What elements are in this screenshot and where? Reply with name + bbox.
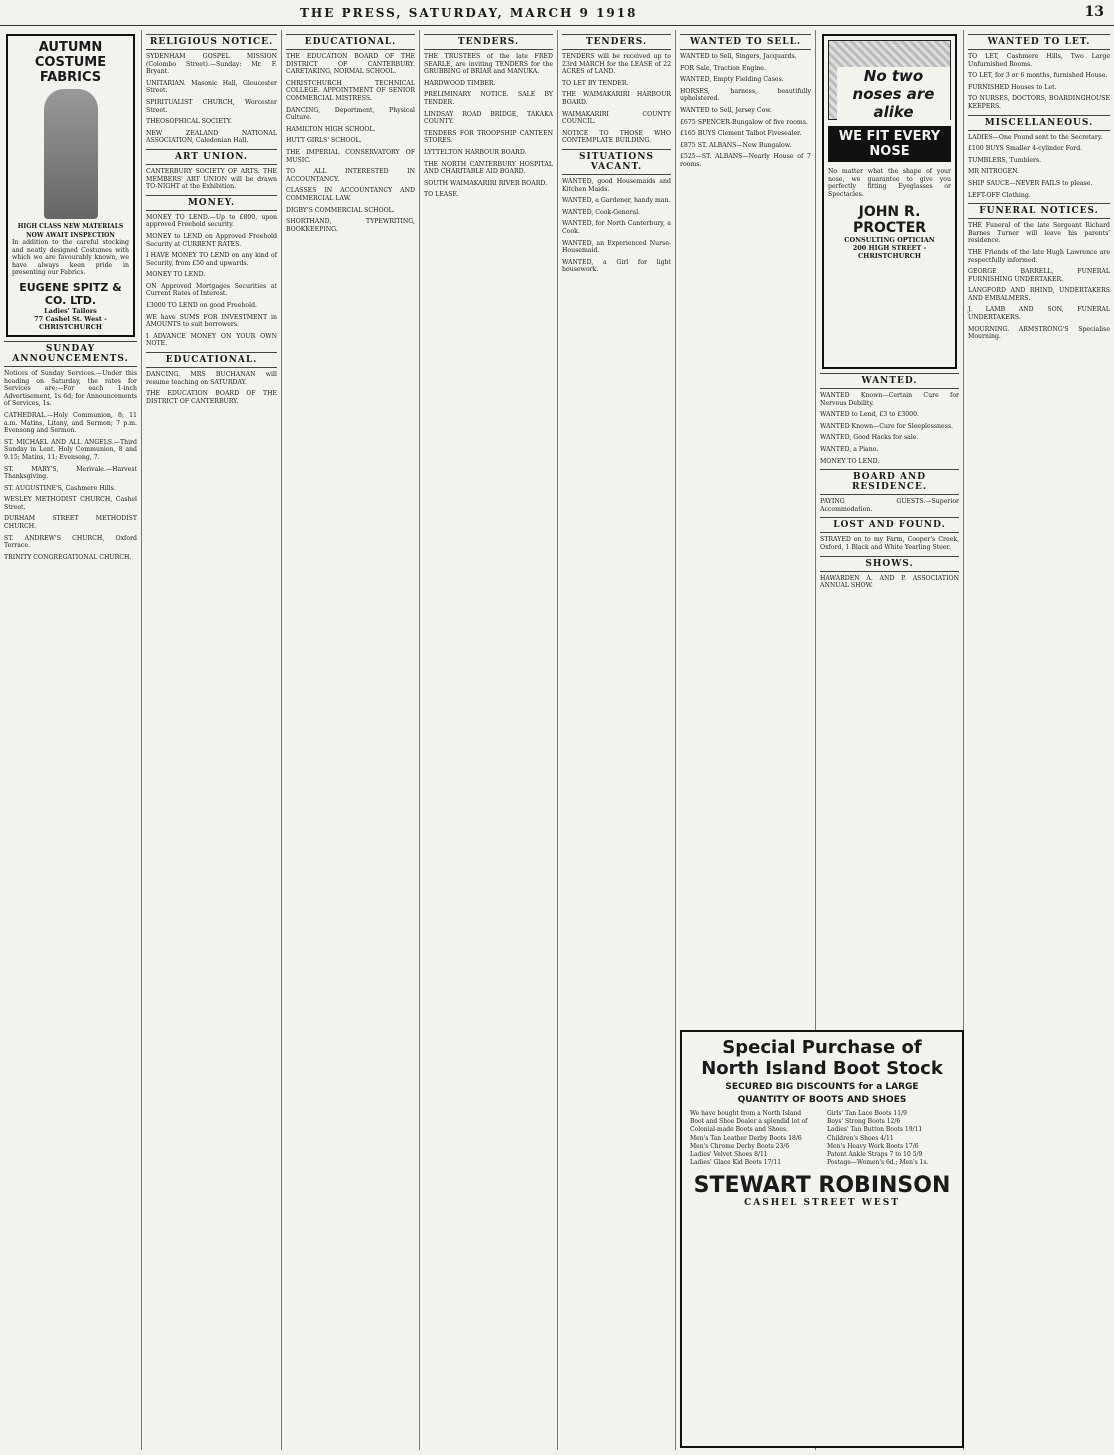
notice: TO NURSES, DOCTORS, BOARDINGHOUSE KEEPERS. <box>968 95 1110 110</box>
price-line: Ladies' Velvet Shoes 8/11 <box>690 1151 768 1159</box>
section-head: TENDERS. <box>562 34 671 50</box>
column-5 <box>558 30 676 1450</box>
ad-sub-1: HIGH CLASS NEW MATERIALS <box>17 223 124 230</box>
ad-headline: AUTUMN COSTUME FABRICS <box>34 40 107 85</box>
notice: UNITARIAN. Masonic Hall, Gloucester Street. <box>146 79 277 95</box>
price-line: Ladies' Glace Kid Boots 17/11 <box>690 1159 782 1167</box>
section-head: WANTED TO SELL. <box>680 34 811 50</box>
notice: MOURNING. ARMSTRONG'S Specialise Mourning. <box>968 325 1110 341</box>
notice: FURNISHED Houses to Let. <box>968 83 1057 91</box>
notice: STRAYED on to my Farm, Cooper's Creek, Oxford, 1 Black and White Yearling Steer. <box>820 536 959 551</box>
notice: WANTED, good Housemaids and Kitchen Maids. <box>562 177 671 193</box>
notice: Notices of Sunday Services.—Under this heading on Saturday, the rates for Services are:—For each 1-inch Advertisement, 1s 6d; for Announcements of Services, 1s. <box>4 369 137 408</box>
ad-street: CASHEL STREET WEST <box>744 1198 900 1209</box>
notice: THE EDUCATION BOARD OF THE DISTRICT OF CANTERBURY. CARETAKING, NORMAL SCHOOL. <box>286 53 415 76</box>
notice: WANTED, a Gardener, handy man. <box>562 197 671 205</box>
notice: WANTED to Sell, Jersey Cow. <box>680 106 772 114</box>
autumn-costume-ad <box>6 34 135 337</box>
notice: WANTED, for North Canterbury, a Cook. <box>562 220 671 235</box>
price-line: Children's Shoes 4/11 <box>827 1134 894 1142</box>
notice: WANTED to Sell, Singers, Jacquards. <box>680 53 797 60</box>
ad-name: STEWART ROBINSON <box>693 1173 951 1199</box>
price-line: Ladies' Tan Button Boots 19/11 <box>827 1126 923 1134</box>
ad-fit-line: WE FIT EVERY NOSE <box>828 126 951 162</box>
notice: WANTED, Empty Fielding Cases. <box>680 76 784 84</box>
notice: TRINITY CONGREGATIONAL CHURCH. <box>4 553 132 561</box>
ad-firm: EUGENE SPITZ & CO. LTD. <box>19 280 122 307</box>
notice: LYTTELTON HARBOUR BOARD. <box>424 148 527 156</box>
notice: TO LEASE. <box>424 191 459 199</box>
notice: WANTED, Good Hacks for sale. <box>820 434 919 442</box>
notice: £525—ST. ALBANS—Nearly House of 7 rooms. <box>680 153 811 168</box>
ad-body: No matter what the shape of your nose, we guarantee to give you perfectly fitting Eyeglasses or Spectacles. <box>828 168 951 198</box>
notice: CLASSES IN ACCOUNTANCY AND COMMERCIAL LAW. <box>286 187 415 202</box>
section-head: SITUATIONS VACANT. <box>562 149 671 175</box>
notice: DIGBY'S COMMERCIAL SCHOOL. <box>286 206 395 214</box>
spectacles-illustration-icon <box>828 40 951 120</box>
boot-stock-ad <box>680 1030 964 1448</box>
optician-ad <box>822 34 957 369</box>
ad-body: In addition to the careful stocking and neatly designed Costumes with which we are favourably known, we have always keen pride in presenting our Fabrics. <box>12 239 129 277</box>
notice: £875 ST. ALBANS—New Bungalow. <box>680 141 792 149</box>
notice: MONEY to LEND on Approved Freehold Security at CURRENT RATES. <box>146 232 277 248</box>
notice: TO LET, Cashmere Hills, Two Large Unfurnished Rooms. <box>968 53 1110 68</box>
price-line: Postage—Women's 6d.; Men's 1s. <box>827 1159 929 1167</box>
notice: I ADVANCE MONEY ON YOUR OWN NOTE. <box>146 332 277 348</box>
notice: ON Approved Mortgages Securities at Current Rates of Interest. <box>146 282 277 298</box>
section-head: MISCELLANEOUS. <box>968 115 1110 131</box>
ad-name: JOHN R. PROCTER <box>852 204 927 237</box>
notice: £3000 TO LEND on good Freehold. <box>146 302 257 310</box>
ad-firm-sub: Ladies' Tailors <box>44 306 97 315</box>
price-list <box>690 1110 954 1167</box>
notice: FOR Sale, Traction Engine. <box>680 64 766 72</box>
price-line: Girls' Tan Lace Boots 11/9 <box>827 1110 907 1117</box>
notice: WANTED, a Piano. <box>820 445 879 453</box>
notice: SYDENHAM GOSPEL MISSION (Colombo Street).—Sunday: Mr. F. Bryant. <box>146 53 277 76</box>
notice: CANTERBURY SOCIETY OF ARTS. THE MEMBERS' ART UNION will be drawn TO-NIGHT at the Exhibition. <box>146 167 277 191</box>
ad-banner: No two noses are alike <box>837 67 950 121</box>
ad-sub-1: SECURED BIG DISCOUNTS for a LARGE <box>725 1082 919 1092</box>
notice: J. LAMB AND SON, FUNERAL UNDERTAKERS. <box>968 306 1110 322</box>
notice: ST. MICHAEL AND ALL ANGELS.—Third Sunday in Lent. Holy Communion, 8 and 9.15; Matins, 11; Evensong, 7. <box>4 438 137 461</box>
notice: SPIRITUALIST CHURCH, Worcester Street. <box>146 98 277 114</box>
notice: TO LET BY TENDER. <box>562 79 629 87</box>
notice: WANTED, a Girl for light housework. <box>562 258 671 274</box>
page-number: 13 <box>1084 4 1104 20</box>
price-line: Boys' Strong Boots 12/6 <box>827 1118 901 1126</box>
notice: CATHEDRAL.—Holy Communion, 8; 11 a.m. Matins, Litany, and Sermon; 7 p.m. Evensong and Sermon. <box>4 411 137 435</box>
ad-occupation: CONSULTING OPTICIAN <box>844 236 935 245</box>
notice: HAMILTON HIGH SCHOOL. <box>286 125 376 133</box>
section-head: TENDERS. <box>424 34 553 50</box>
section-head: WANTED TO LET. <box>968 34 1110 50</box>
notice: SHORTHAND, TYPEWRITING, BOOKKEEPING. <box>286 218 415 233</box>
price-line: Men's Tan Leather Derby Boots 18/6 <box>690 1134 802 1142</box>
notice: TO LET, for 3 or 6 months, furnished House. <box>968 72 1108 80</box>
ad-sub-2: QUANTITY OF BOOTS AND SHOES <box>737 1095 907 1105</box>
woman-illustration-icon <box>44 89 98 219</box>
column-8 <box>964 30 1114 1450</box>
notice: WANTED to Lend, £3 to £3000. <box>820 411 920 419</box>
price-line: We have bought from a North Island Boot and Shoe Dealer a splendid lot of Colonial-made Boots and Shoes. <box>690 1110 808 1134</box>
notice: HAWARDEN A. AND P. ASSOCIATION ANNUAL SHOW. <box>820 574 959 590</box>
notice: SOUTH WAIMAKARIRI RIVER BOARD. <box>424 179 548 187</box>
notice: TUMBLERS, Tumblers. <box>968 156 1042 164</box>
notice: THE Funeral of the late Sergeant Richard Barnes Turner will leave his parents' residence. <box>968 222 1110 245</box>
section-head: RELIGIOUS NOTICE. <box>146 34 277 50</box>
notice: LINDSAY ROAD BRIDGE, TAKAKA COUNTY. <box>424 110 553 126</box>
section-head: EDUCATIONAL. <box>146 352 277 368</box>
notice: WANTED Known—Cure for Sleeplessness. <box>820 422 954 430</box>
notice: LADIES—One Pound sent to the Secretary. <box>968 133 1103 141</box>
newspaper-date-line: THE PRESS, SATURDAY, MARCH 9 1918 <box>300 6 638 20</box>
notice: THE WAIMAKARIRI HARBOUR BOARD. <box>562 91 671 106</box>
ad-address: 77 Cashel St. West - CHRISTCHURCH <box>34 314 107 331</box>
notice: NEW ZEALAND NATIONAL ASSOCIATION, Caledonian Hall. <box>146 129 277 145</box>
notice: MONEY TO LEND. <box>820 457 880 465</box>
column-1 <box>0 30 142 1450</box>
notice: ST. AUGUSTINE'S, Cashmere Hills. <box>4 484 116 492</box>
notice: MR NITROGEN. <box>968 168 1020 176</box>
ad-headline-1: Special Purchase of <box>722 1037 922 1058</box>
ad-sub-2: NOW AWAIT INSPECTION <box>26 232 115 239</box>
notice: LANGFORD AND RHIND, UNDERTAKERS AND EMBALMERS. <box>968 287 1110 302</box>
price-line: Men's Heavy Work Boots 17/6 <box>827 1142 919 1150</box>
section-head: ART UNION. <box>146 149 277 165</box>
notice: WANTED, an Experienced Nurse-Housemaid. <box>562 239 671 255</box>
notice: HARDWOOD TIMBER. <box>424 79 496 87</box>
notice: THE Friends of the late Hugh Lawrence are respectfully informed. <box>968 248 1110 264</box>
masthead <box>0 0 1114 26</box>
column-3 <box>282 30 420 1450</box>
notice: TO ALL INTERESTED IN ACCOUNTANCY. <box>286 168 415 183</box>
notice: £100 BUYS Smaller 4-cylinder Ford. <box>968 145 1083 153</box>
section-head: LOST AND FOUND. <box>820 517 959 533</box>
notice: WESLEY METHODIST CHURCH, Cashel Street. <box>4 496 137 511</box>
notice: NOTICE TO THOSE WHO CONTEMPLATE BUILDING. <box>562 129 671 145</box>
section-head: FUNERAL NOTICES. <box>968 203 1110 219</box>
price-line: Patent Ankle Straps 7 to 10 5/9 <box>827 1151 923 1159</box>
section-head: SHOWS. <box>820 556 959 572</box>
notice: DANCING. MRS BUCHANAN will resume teaching on SATURDAY. <box>146 371 277 386</box>
notice: MONEY TO LEND. <box>146 271 206 279</box>
notice: CHRISTCHURCH TECHNICAL COLLEGE. APPOINTMENT OF SENIOR COMMERCIAL MISTRESS. <box>286 79 415 102</box>
notice: £165 BUYS Clement Talbot Fivesealer. <box>680 130 802 138</box>
notice: DANCING, Deportment, Physical Culture. <box>286 106 415 122</box>
notice: MONEY TO LEND.—Up to £800, upon approved Freehold security. <box>146 213 277 229</box>
notice: WANTED, Cook-General. <box>562 208 641 216</box>
section-head: SUNDAY ANNOUNCEMENTS. <box>4 341 137 367</box>
notice: LEFT-OFF Clothing. <box>968 191 1031 199</box>
notice: WE have SUMS FOR INVESTMENT in AMOUNTS to suit borrowers. <box>146 313 277 329</box>
notice: GEORGE BARRELL, FUNERAL FURNISHING UNDERTAKER. <box>968 268 1110 283</box>
price-line: Men's Chrome Derby Boots 23/6 <box>690 1142 790 1150</box>
column-2 <box>142 30 282 1450</box>
section-head: BOARD AND RESIDENCE. <box>820 469 959 495</box>
ad-headline-2: North Island Boot Stock <box>701 1058 943 1079</box>
notice: WAIMAKARIRI COUNTY COUNCIL. <box>562 110 671 126</box>
column-4 <box>420 30 558 1450</box>
notice: ST. MARY'S, Merivale.—Harvest Thanksgiving. <box>4 465 137 481</box>
notice: HORSES, harness, beautifully upholstered. <box>680 87 811 103</box>
notice: HUTT GIRLS' SCHOOL. <box>286 137 362 145</box>
section-head: WANTED. <box>820 373 959 389</box>
notice: THE TRUSTEES of the late FRED SEARLE, are inviting TENDERS for the GRUBBING of BRIAR and MANUKA. <box>424 53 553 76</box>
notice: TENDERS will be received up to 23rd MARCH for the LEASE of 22 ACRES of LAND. <box>562 53 671 76</box>
notice: PAYING GUESTS.—Superior Accommodation. <box>820 498 959 513</box>
section-head: MONEY. <box>146 195 277 211</box>
section-head: EDUCATIONAL. <box>286 34 415 50</box>
notice: SHIP SAUCE—NEVER FAILS to please. <box>968 179 1093 187</box>
notice: DURHAM STREET METHODIST CHURCH. <box>4 515 137 531</box>
notice: £675 SPENCER-Bungalow of five rooms. <box>680 118 808 126</box>
notice: ST. ANDREW'S CHURCH, Oxford Terrace. <box>4 534 137 550</box>
notice: THE EDUCATION BOARD OF THE DISTRICT OF CANTERBURY. <box>146 390 277 405</box>
notice: PRELIMINARY NOTICE. SALE BY TENDER. <box>424 91 553 106</box>
notice: WANTED Known—Certain Cure for Nervous Debility. <box>820 392 959 407</box>
notice: THEOSOPHICAL SOCIETY. <box>146 118 233 126</box>
notice: THE IMPERIAL CONSERVATORY OF MUSIC. <box>286 148 415 164</box>
notice: TENDERS FOR TROOPSHIP CANTEEN STORES. <box>424 129 553 145</box>
ad-address: 200 HIGH STREET - CHRISTCHURCH <box>852 244 927 261</box>
notice: THE NORTH CANTERBURY HOSPITAL AND CHARITABLE AID BOARD. <box>424 160 553 176</box>
notice: I HAVE MONEY TO LEND on any kind of Security, from £50 and upwards. <box>146 252 277 267</box>
